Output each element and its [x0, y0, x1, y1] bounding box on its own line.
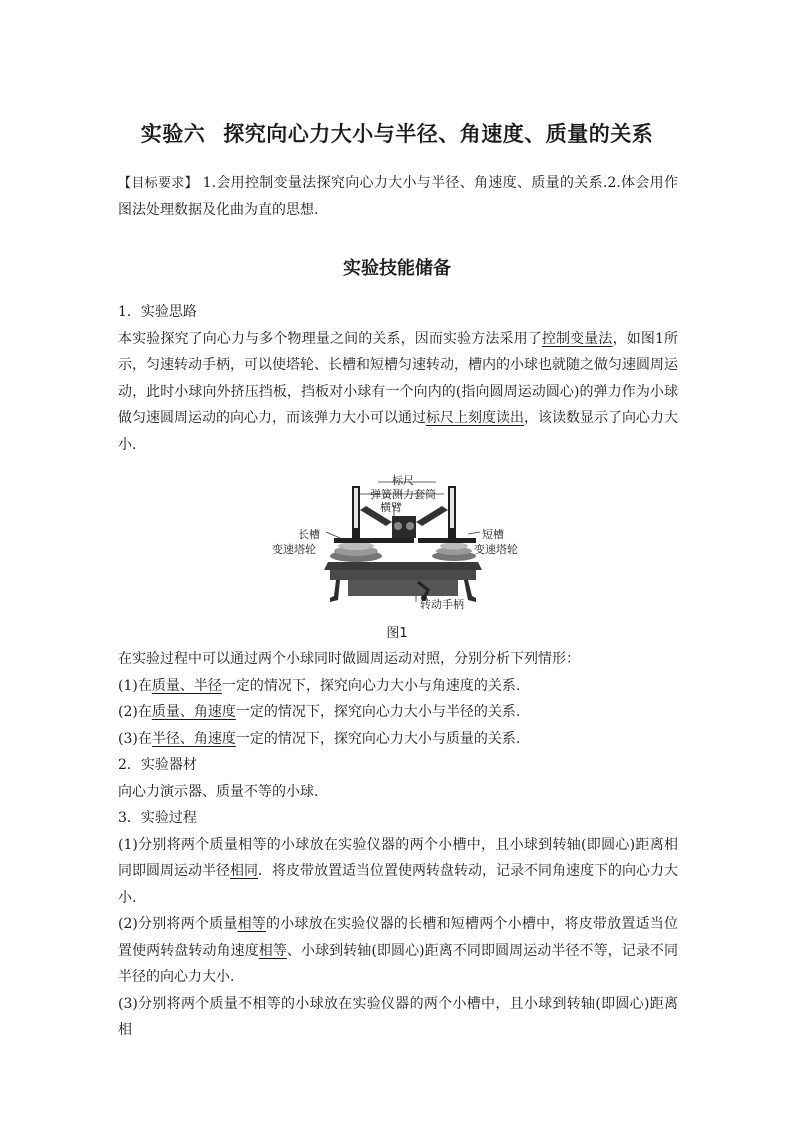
underlined-term: 控制变量法 — [541, 330, 613, 347]
text-run: (3)在 — [118, 730, 152, 747]
apparatus-figure — [268, 470, 528, 610]
label-beam: 横臂 — [380, 501, 402, 514]
label-spring-sleeve: 弹簧测力套筒 — [370, 488, 436, 501]
section-1-paragraph — [118, 326, 678, 459]
text-run: (2)在 — [118, 704, 152, 720]
text-run: ．将皮带放置适当位置使两转盘转动，记录不同角速度下的向心力大小. — [118, 863, 678, 906]
section-2-text: 向心力演示器、质量不等的小球. — [118, 783, 319, 800]
section-2-heading: 2．实验器材 — [118, 757, 197, 773]
label-short-slot: 短槽 — [482, 528, 504, 541]
cases-intro: 在实验过程中可以通过两个小球同时做圆周运动对照，分别分析下列情形： — [118, 651, 580, 667]
text-run: ，该读数显示了向心力大小. — [118, 410, 678, 453]
goal-tag: 【目标要求】 — [118, 176, 198, 191]
label-handle: 转动手柄 — [420, 598, 464, 611]
title-part1: 实验六 — [140, 122, 206, 146]
title-part2: 探究向心力大小与半径、角速度、质量的关系 — [223, 122, 654, 146]
page-title — [0, 118, 794, 148]
text-run: 一定的情况下，探究向心力大小与质量的关系. — [235, 730, 521, 747]
text-run: (1)分别将两个质量相等的小球放在实验仪器的两个小槽中，且小球到转轴(即圆心)距离相同即圆周运动半径 — [118, 836, 678, 879]
step-3: (3)分别将两个质量不相等的小球放在实验仪器的两个小槽中，且小球到转轴(即圆心)距离相 — [118, 995, 678, 1038]
underlined-term: 质量、角速度 — [151, 704, 236, 720]
section-title: 实验技能储备 — [343, 258, 451, 279]
underlined-term: 相同 — [230, 863, 258, 879]
figure-caption: 图1 — [386, 626, 408, 641]
section-1-heading: 1．实验思路 — [118, 304, 197, 320]
section-1 — [118, 299, 678, 458]
underlined-term: 相等 — [258, 942, 287, 959]
text-run: ，如图1所示，匀速转动手柄，可以使塔轮、长槽和短槽匀速转动，槽内的小球也就随之做匀速圆周运动，此时小球向外挤压挡板，挡板对小球有一个向内的(指向圆周运动圆心)的弹力作为小球做匀速圆周运动的向心力，而该弹力大小可以通过 — [118, 330, 678, 426]
text-run: 一定的情况下，探究向心力大小与半径的关系. — [235, 704, 521, 720]
case-1 — [118, 673, 678, 700]
label-long-slot: 长槽 — [298, 528, 320, 541]
cases-block — [118, 646, 678, 1044]
text-run: 一定的情况下，探究向心力大小与角速度的关系. — [221, 677, 521, 694]
label-ruler: 标尺 — [392, 474, 414, 487]
goal-text: 1.会用控制变量法探究向心力大小与半径、角速度、质量的关系.2.体会用作图法处理数据及化曲为直的思想. — [118, 175, 678, 218]
underlined-term: 相等 — [237, 916, 266, 932]
text-run: 本实验探究了向心力与多个物理量之间的关系，因而实验方法采用了 — [118, 330, 542, 347]
case-3 — [118, 726, 678, 753]
text-run: 的小球放在实验仪器的长槽和短槽两个小槽中，将皮带放置适当位置使两转盘转动角速度 — [118, 916, 679, 959]
label-long-wheel: 变速塔轮 — [272, 543, 316, 556]
step-2 — [118, 911, 678, 991]
goal-paragraph — [118, 170, 678, 224]
underlined-term: 半径、角速度 — [151, 730, 236, 747]
text-run: (1)在 — [118, 677, 152, 694]
section-3-heading: 3．实验过程 — [118, 810, 197, 826]
label-short-wheel: 变速塔轮 — [474, 543, 518, 556]
underlined-term: 标尺上刻度读出 — [426, 410, 524, 426]
case-2 — [118, 699, 678, 726]
step-1 — [118, 832, 678, 912]
underlined-term: 质量、半径 — [151, 677, 222, 694]
text-run: 、小球到转轴(即圆心)距离不同即圆周运动半径不等，记录不同半径的向心力大小. — [118, 942, 678, 985]
text-run: (2)分别将两个质量 — [118, 916, 238, 932]
